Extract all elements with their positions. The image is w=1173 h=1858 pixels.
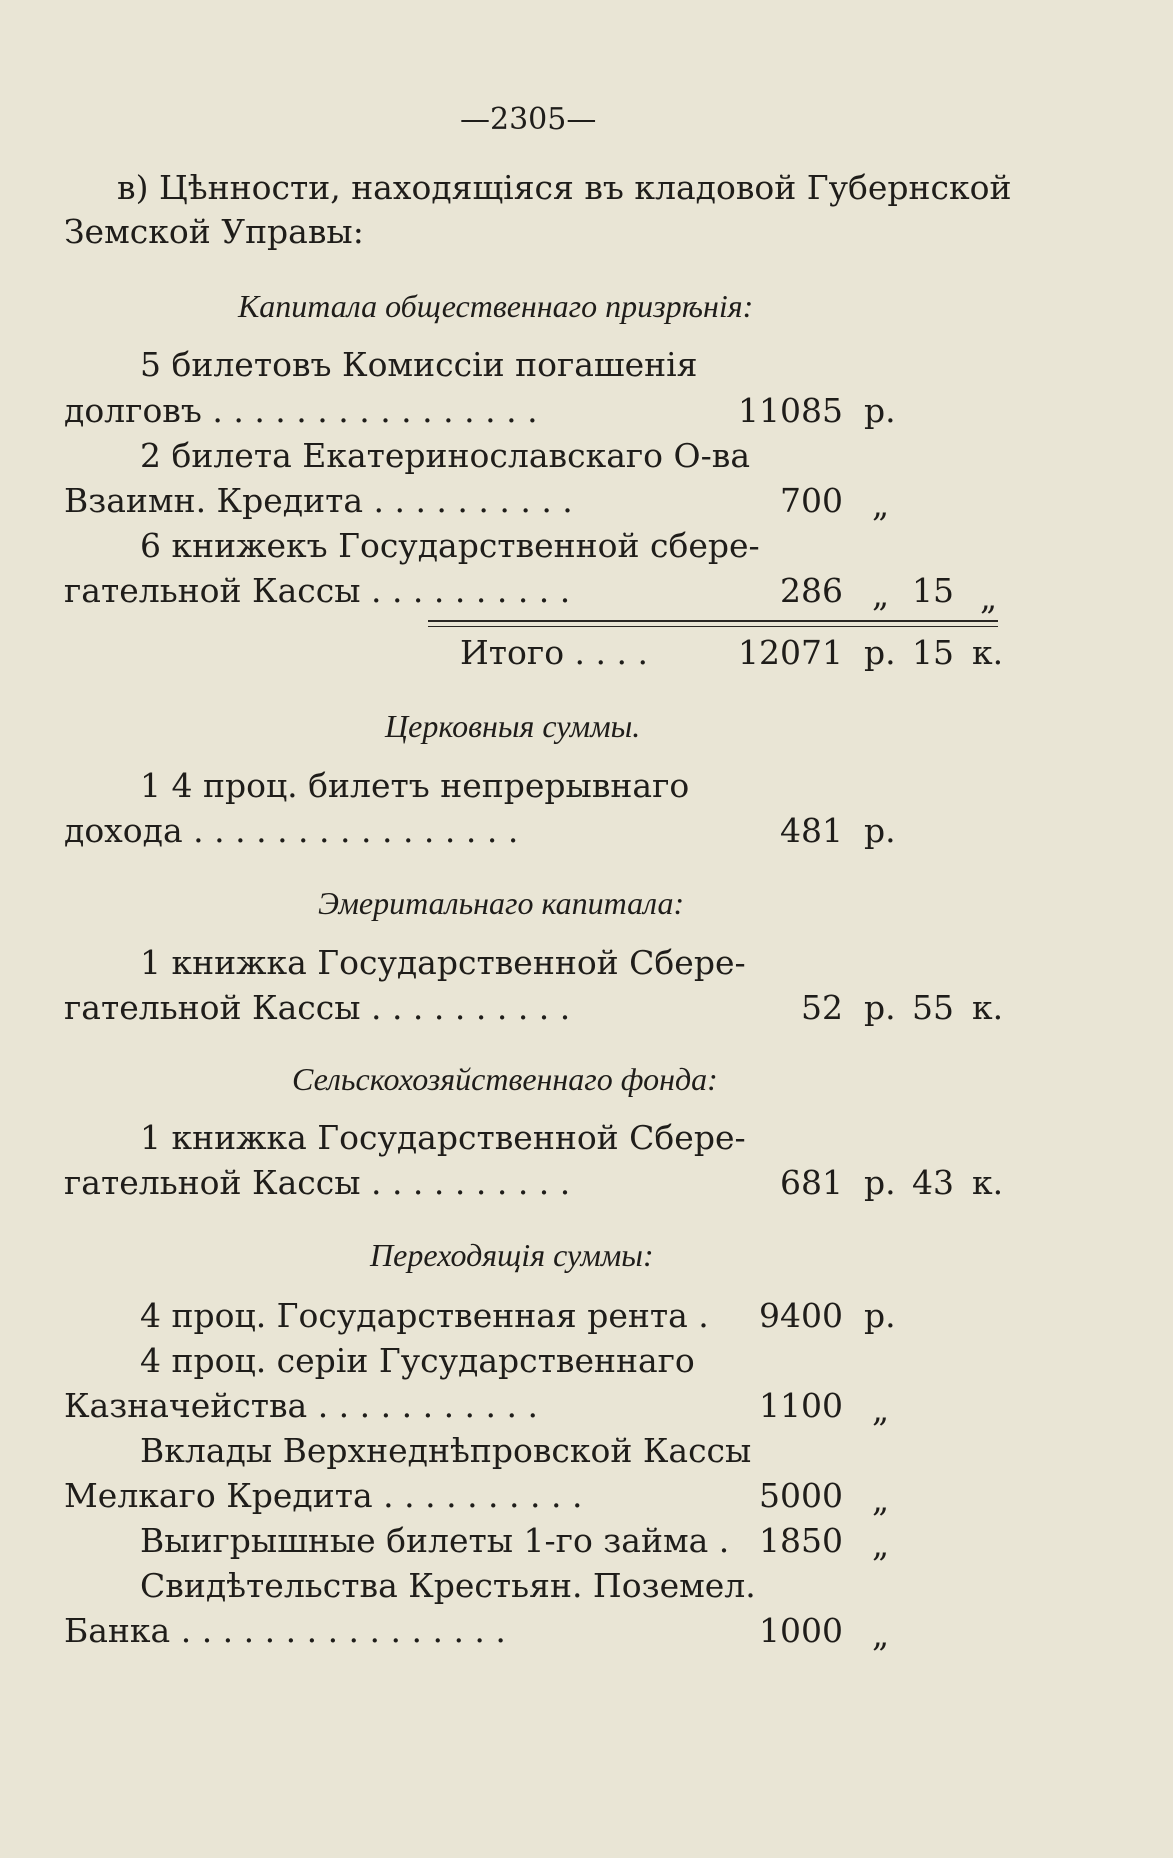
item-line-1: Свидѣтельства Крестьян. Поземел. (140, 1566, 756, 1605)
item-line-1: 5 билетовъ Комиссіи погашенія (140, 345, 698, 384)
total-label: Итого . . . . (460, 633, 648, 672)
item-kopecks-unit: к. (972, 1163, 1004, 1202)
total-amount: 12071 (738, 633, 843, 672)
item-line-1: Выигрышные билеты 1-го займа . (140, 1521, 730, 1560)
item-unit: „ (872, 1480, 890, 1519)
item-line-2: гательной Кассы . . . . . . . . . . (64, 571, 571, 610)
intro-line-2: Земской Управы: (64, 212, 364, 251)
item-line-2: долговъ . . . . . . . . . . . . . . . . (64, 391, 538, 430)
item-line-1: Вклады Верхнеднѣпровской Кассы (140, 1431, 752, 1470)
total-unit: р. (864, 633, 896, 672)
section-heading: Переходящія суммы: (370, 1237, 654, 1273)
item-unit: „ (872, 1525, 890, 1564)
item-line-2: Взаимн. Кредита . . . . . . . . . . (64, 481, 573, 520)
item-unit: „ (872, 485, 890, 524)
item-kopecks-unit: „ (980, 578, 998, 617)
item-line-1: 1 книжка Государственной Сбере- (140, 943, 746, 982)
item-unit: „ (872, 575, 890, 614)
item-unit: р. (864, 1296, 896, 1335)
item-amount: 481 (780, 811, 843, 850)
total-rule (428, 626, 998, 627)
section-heading: Эмеритальнаго капитала: (318, 885, 685, 921)
item-amount: 681 (780, 1163, 843, 1202)
section-heading: Сельскохозяйственнаго фонда: (292, 1061, 718, 1097)
item-unit: р. (864, 391, 896, 430)
item-line-2: Казначейства . . . . . . . . . . . (64, 1386, 538, 1425)
item-kopecks: 55 (912, 988, 954, 1027)
item-unit: р. (864, 988, 896, 1027)
item-kopecks: 15 (912, 571, 954, 610)
section-heading: Церковныя суммы. (385, 708, 641, 744)
item-amount: 52 (801, 988, 843, 1027)
item-line-1: 1 4 проц. билетъ непрерывнаго (140, 766, 690, 805)
item-amount: 1100 (759, 1386, 843, 1425)
item-unit: р. (864, 811, 896, 850)
total-kopecks-unit: к. (972, 633, 1004, 672)
item-line-1: 4 проц. серіи Гусударственнаго (140, 1341, 695, 1380)
item-line-1: 4 проц. Государственная рента . (140, 1296, 709, 1335)
item-line-2: дохода . . . . . . . . . . . . . . . . (64, 811, 519, 850)
item-line-2: гательной Кассы . . . . . . . . . . (64, 1163, 571, 1202)
section-heading: Капитала общественнаго призрѣнія: (238, 288, 754, 324)
item-kopecks-unit: к. (972, 988, 1004, 1027)
item-kopecks: 43 (912, 1163, 954, 1202)
total-kopecks: 15 (912, 633, 954, 672)
item-amount: 9400 (759, 1296, 843, 1335)
item-unit: р. (864, 1163, 896, 1202)
item-amount: 286 (780, 571, 843, 610)
item-line-2: гательной Кассы . . . . . . . . . . (64, 988, 571, 1027)
total-rule (428, 620, 998, 622)
item-line-1: 2 билета Екатеринославскаго О-ва (140, 436, 751, 475)
item-unit: „ (872, 1390, 890, 1429)
item-unit: „ (872, 1615, 890, 1654)
item-line-1: 1 книжка Государственной Сбере- (140, 1118, 746, 1157)
intro-line-1: в) Цѣнности, находящіяся въ кладовой Губернской (117, 168, 1012, 207)
item-line-2: Банка . . . . . . . . . . . . . . . . (64, 1611, 506, 1650)
item-amount: 11085 (738, 391, 843, 430)
item-amount: 1850 (759, 1521, 843, 1560)
item-amount: 5000 (759, 1476, 843, 1515)
page-number: —2305— (460, 102, 597, 137)
item-line-1: 6 книжекъ Государственной сбере- (140, 526, 760, 565)
item-line-2: Мелкаго Кредита . . . . . . . . . . (64, 1476, 583, 1515)
item-amount: 700 (780, 481, 843, 520)
item-amount: 1000 (759, 1611, 843, 1650)
